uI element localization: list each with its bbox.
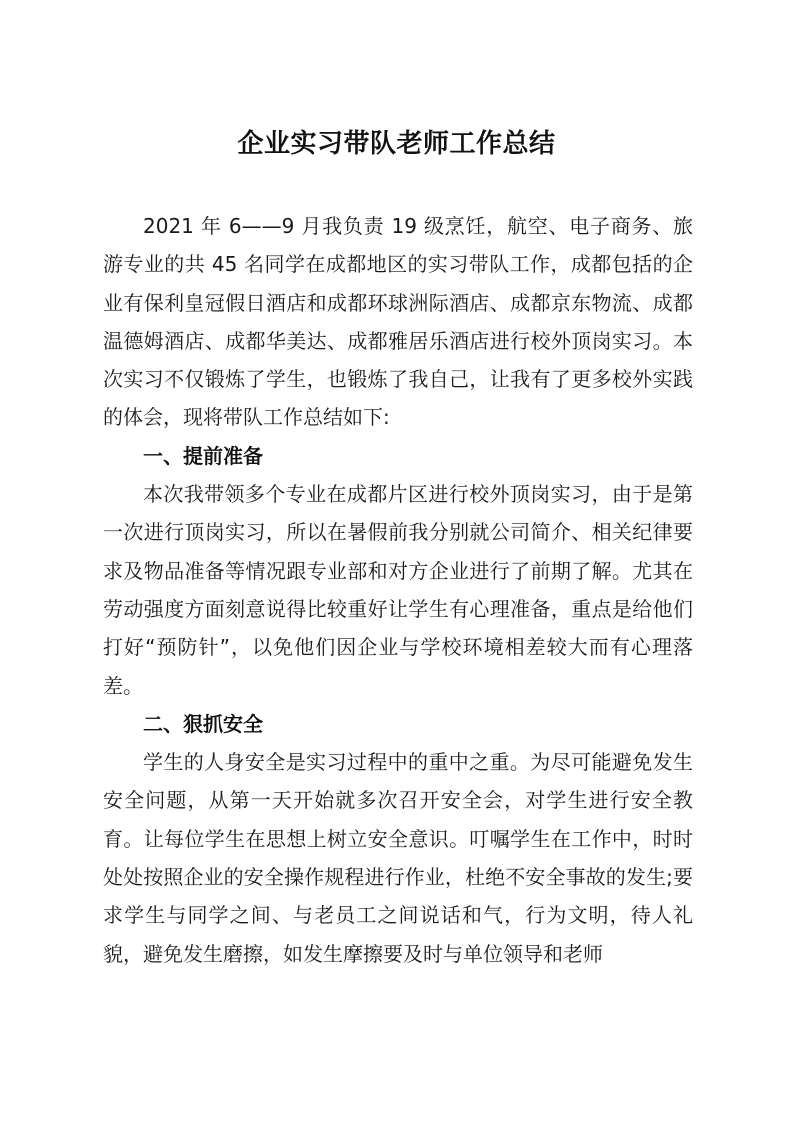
section-paragraph-preparation: 本次我带领多个专业在成都片区进行校外顶岗实习，由于是第一次进行顶岗实习，所以在暑假前我分别就公司简介、相关纪律要求及物品准备等情况跟专业部和对方企业进行了前期了解。尤其在劳动强度方面刻意说得比较重好让学生有心理准备，重点是给他们打好“预防针”，以免他们因企业与学校环境相差较大而有心理落差。 [103,482,693,698]
section-paragraph-safety: 学生的人身安全是实习过程中的重中之重。为尽可能避免发生安全问题，从第一天开始就多次召开安全会，对学生进行安全教育。让每位学生在思想上树立安全意识。叮嘱学生在工作中，时时处处按照企业的安全操作规程进行作业，杜绝不安全事故的发生;要求学生与同学之间、与老员工之间说话和气，行为文明，待人礼貌，避免发生磨擦，如发生摩擦要及时与单位领导和老师 [103,750,693,966]
document-title: 企业实习带队老师工作总结 [237,129,556,159]
section-heading-safety: 二、狠抓安全 [143,711,263,736]
document-body [103,207,693,973]
intro-paragraph: 2021 年 6——9 月我负责 19 级烹饪，航空、电子商务、旅游专业的共 45 名同学在成都地区的实习带队工作，成都包括的企业有保利皇冠假日酒店和成都环球洲际酒店、成都京东物流、成都温德姆酒店、成都华美达、成都雅居乐酒店进行校外顶岗实习。本次实习不仅锻炼了学生，也锻炼了我自己，让我有了更多校外实践的体会，现将带队工作总结如下: [103,214,693,430]
section-heading-preparation: 一、提前准备 [143,443,263,468]
